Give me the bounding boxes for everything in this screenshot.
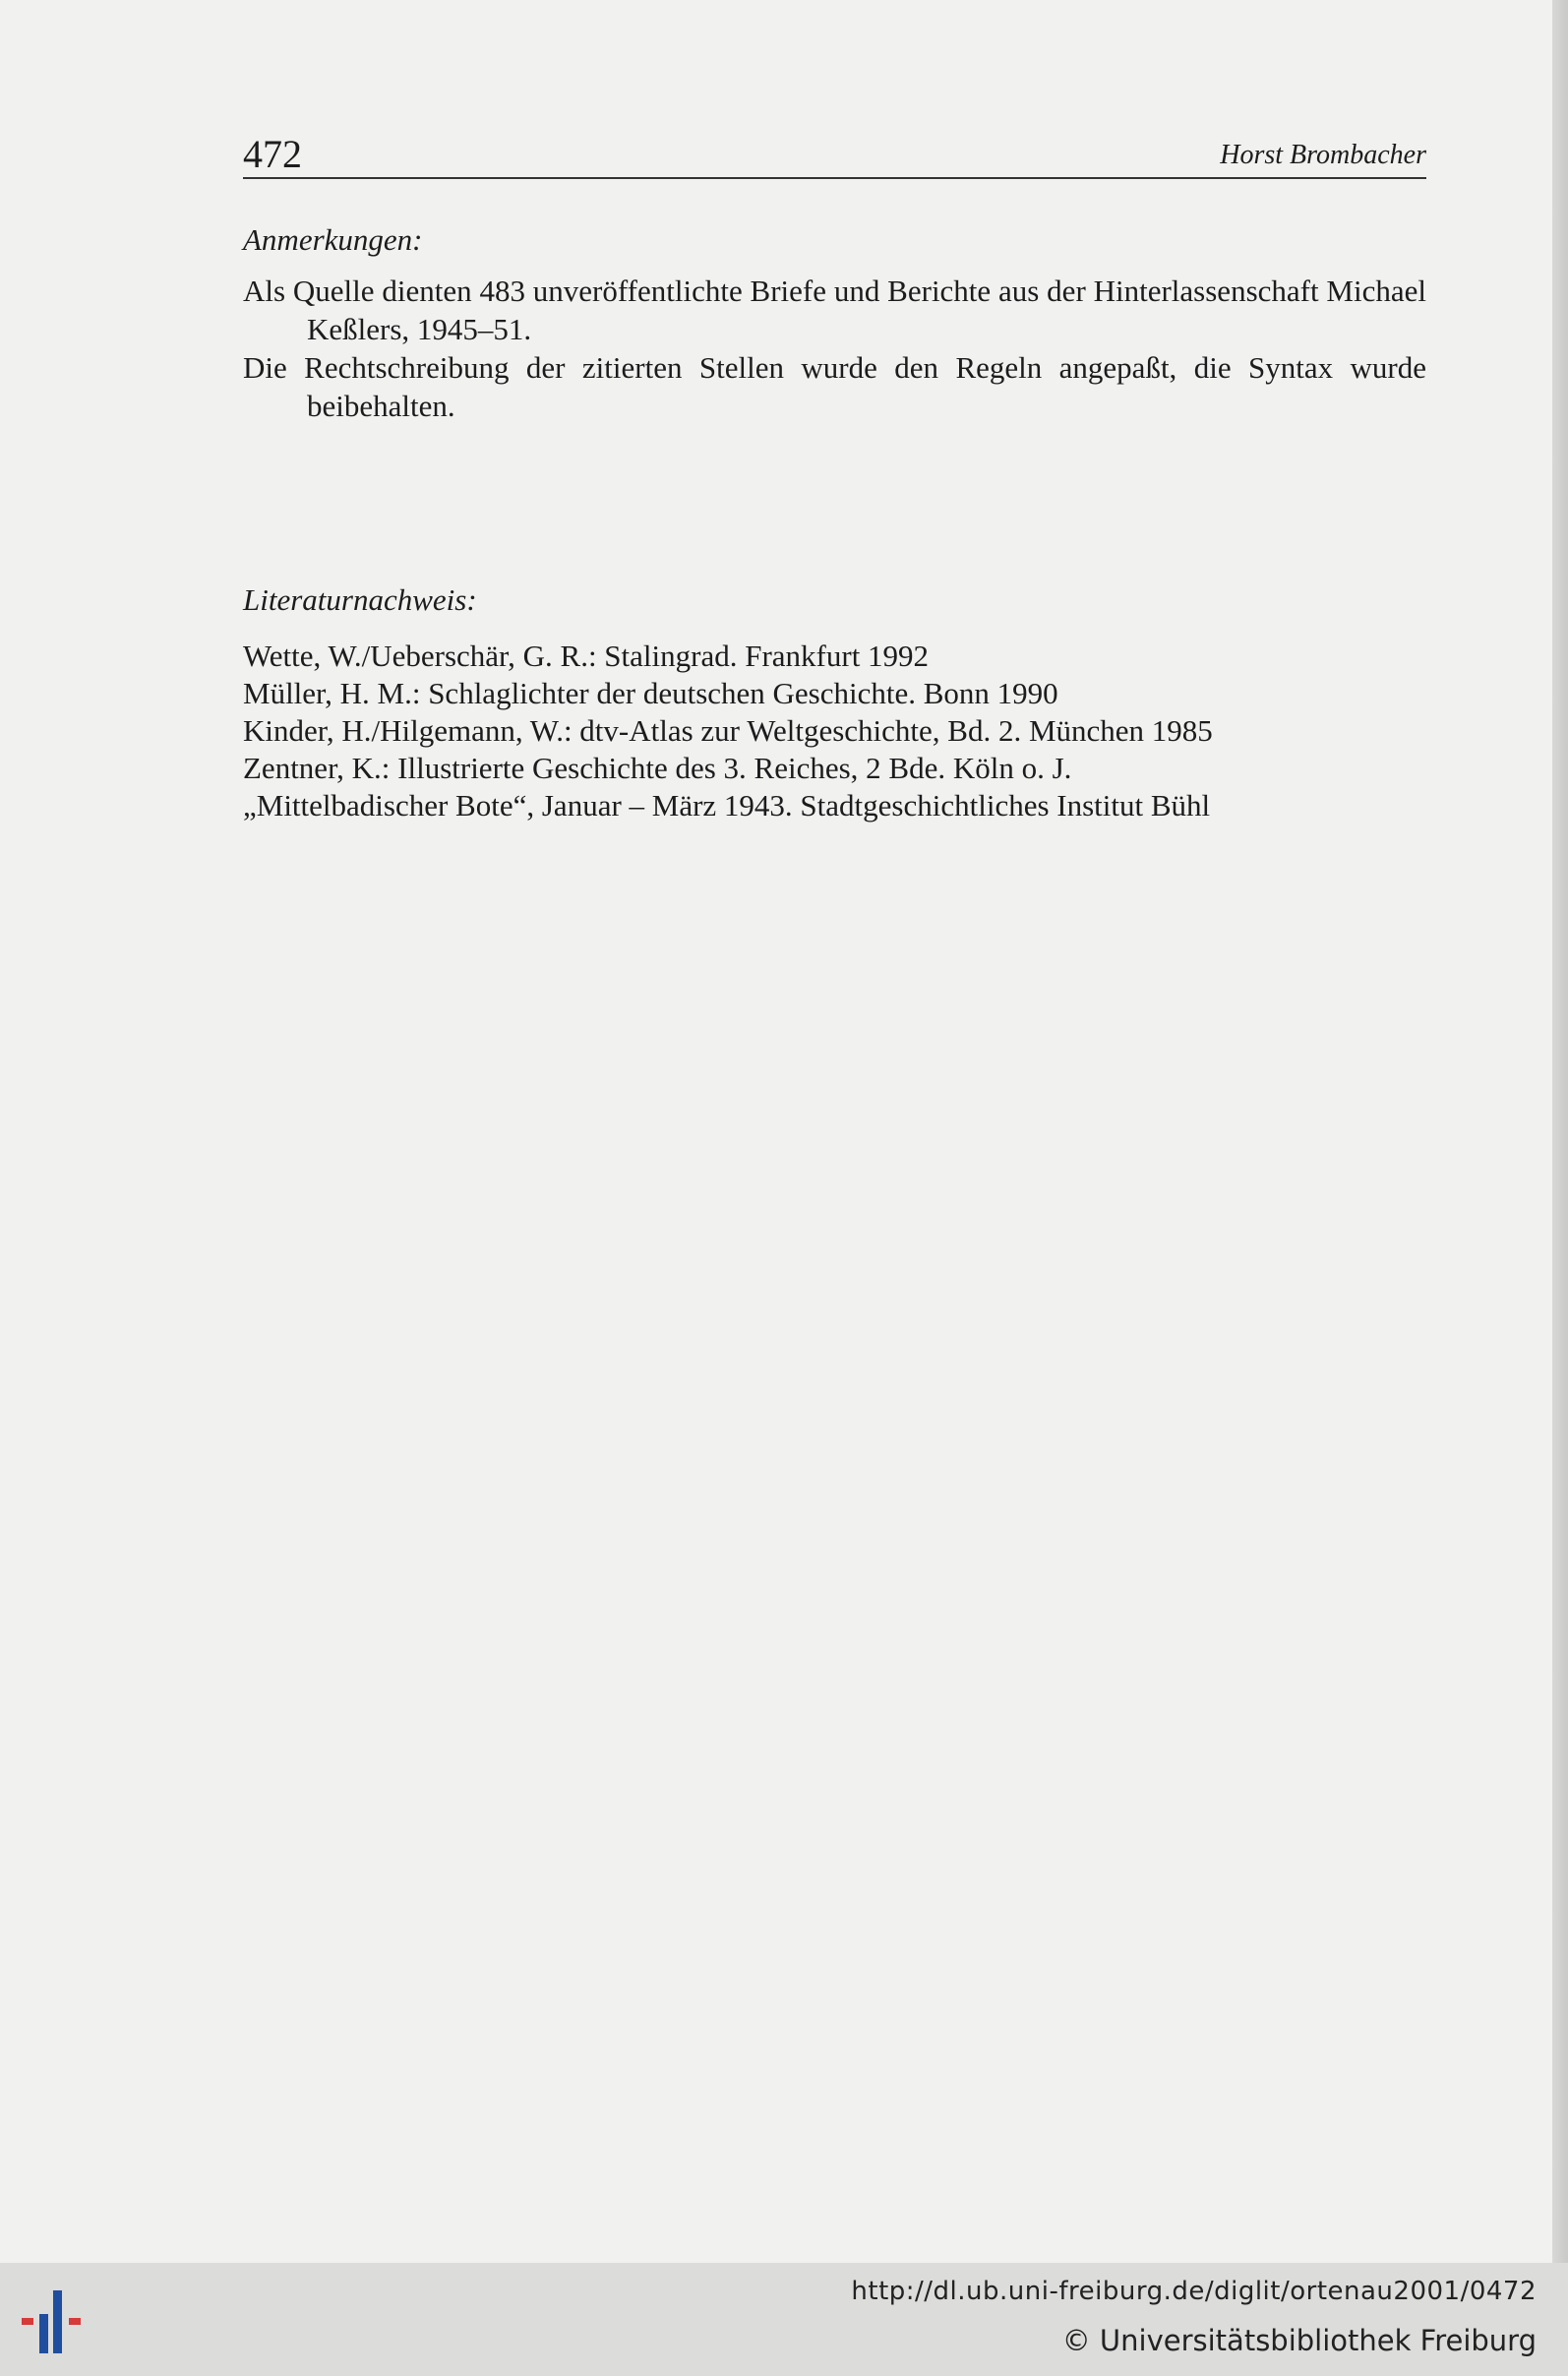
notes-heading: Anmerkungen:	[243, 222, 423, 257]
literature-item: Kinder, H./Hilgemann, W.: dtv-Atlas zur Weltgeschichte, Bd. 2. München 1985	[243, 713, 1213, 748]
ub-freiburg-logo-icon	[20, 2283, 98, 2361]
literature-item: Zentner, K.: Illustrierte Geschichte des 3. Reiches, 2 Bde. Köln o. J.	[243, 751, 1072, 785]
permalink-url[interactable]: http://dl.ub.uni-freiburg.de/diglit/ortenau2001/0472	[851, 2277, 1537, 2306]
literature-item: Wette, W./Ueberschär, G. R.: Stalingrad. Frankfurt 1992	[243, 639, 930, 673]
copyright-notice: © Universitätsbibliothek Freiburg	[1061, 2324, 1537, 2357]
viewer-footer	[0, 2263, 1568, 2376]
literature-item: Müller, H. M.: Schlaglichter der deutschen Geschichte. Bonn 1990	[243, 676, 1058, 710]
page-number: 472	[243, 132, 302, 176]
literature-item: „Mittelbadischer Bote“, Januar – März 1943. Stadtgeschichtliches Institut Bühl	[243, 788, 1211, 822]
page-edge-shadow	[1552, 0, 1568, 2263]
notes-list	[243, 272, 1426, 425]
running-head-author: Horst Brombacher	[1220, 140, 1426, 170]
note-item: Als Quelle dienten 483 unveröffentlichte Briefe und Berichte aus der Hinterlassenschaft Michael Keßlers, 1945–51.	[243, 274, 1426, 346]
running-head	[243, 126, 1426, 179]
note-item: Die Rechtschreibung der zitierten Stellen wurde den Regeln angepaßt, die Syntax wurde beibehalten.	[243, 350, 1426, 423]
literature-heading: Literaturnachweis:	[243, 582, 477, 617]
literature-list	[243, 638, 1426, 824]
